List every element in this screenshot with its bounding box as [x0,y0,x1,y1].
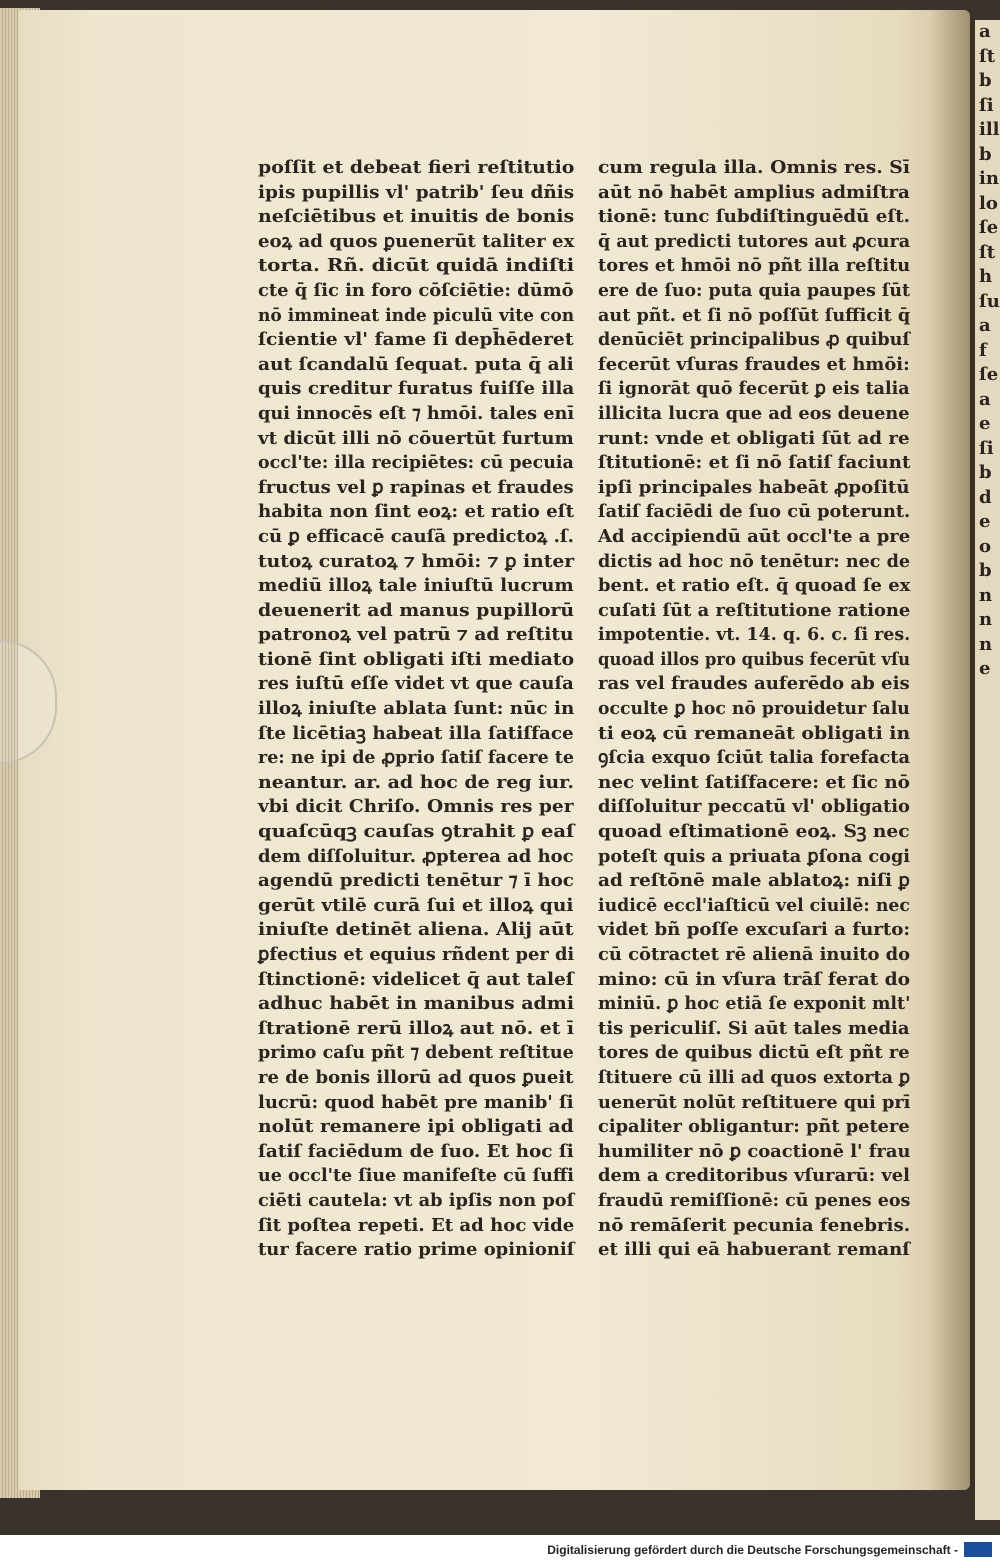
text-line: habita non ſint eoꝝ: et ratio eſt [258,501,575,523]
funding-notice: Digitalisierung gefördert durch die Deutsche Forschungsgemeinschaft - [547,1543,958,1557]
text-line: nō remāſerit pecunia fenebris. [598,1214,911,1236]
text-line: tores de quibus dictū eſt pñt re [598,1042,910,1064]
text-line: iudicē eccl'iaſticū vel ciuilē: nec [598,894,910,916]
text-line: res iuſtū eſſe videt vt que cauſa [258,673,574,695]
text-line: adhuc habēt in manibus admi [258,993,575,1015]
text-line: uenerūt nolūt reſtituere qui prī [598,1091,911,1113]
facing-text-fragment: d [979,486,992,508]
text-line: cuſati ſūt a reſtitutione ratione [598,599,911,621]
page-gutter-shadow [930,10,975,1490]
text-line: denūciēt principalibus ꝓ quibuſ [598,329,910,351]
facing-text-fragment: b [979,143,992,165]
text-line: videt bñ poſſe excuſari a furto: [598,919,911,941]
text-line: mediū illoꝝ tale iniuſtū lucrum [258,575,574,597]
text-line: ſatiſ faciēdum de ſuo. Et hoc ſi [258,1140,574,1162]
text-line: vt dicūt illi nō cōuertūt furtum [258,427,574,449]
facing-page-edge [975,20,1000,1520]
text-line: nō immineat inde piculū vite con [258,304,575,326]
text-line: ſtitutionē: et ſi nō ſatiſ faciunt [598,452,911,474]
text-line: quis creditur furatus fuiſſe illa [258,378,575,400]
facing-text-fragment: o [979,535,992,557]
text-line: ipſi principales habeāt ꝓpoſitū [598,476,910,498]
facing-text-fragment: f [979,339,987,361]
facing-text-fragment: b [979,560,992,581]
facing-text-fragment: n [979,584,993,606]
text-line: illoꝝ iniuſte ablata ſunt: nūc in [258,698,575,720]
text-line: ipis pupillis vl' patrib' ſeu dñis [258,181,575,203]
text-line: ſtrationē rerū illoꝝ aut nō. et ī [258,1017,574,1039]
text-line: agendū predicti tenētur ⁊ ī hoc [258,870,574,892]
facing-text-fragment: n [979,633,993,655]
text-line: ere de ſuo: puta quia paupes ſūt [598,279,910,301]
text-line: ſcientie vl' fame ſi deph̄ēderet [258,329,574,351]
text-line: vbi dicit Chriſo. Omnis res per [258,796,574,818]
facing-text-fragment: a [979,21,991,42]
text-line: tur facere ratio prime opinioniſ [258,1239,575,1261]
text-line: eoꝝ ad quos ꝑuenerūt taliter ex [258,230,575,252]
text-line: ꝑfectius et equius rñdent per di [258,944,575,965]
text-line: ciēti cautela: vt ab ipſis non poſ [258,1189,575,1211]
text-line: cū ꝑ efficacē cauſā predictoꝝ .ſ. [258,525,574,547]
facing-text-fragment: ſi [979,94,994,116]
text-line: quoad illos pro quibus fecerūt vſu [598,648,911,670]
text-line: re: ne ipi de ꝓprio ſatiſ facere te [258,747,574,769]
text-line: ſtituere cū illi ad quos extorta ꝑ [598,1066,911,1088]
facing-text-fragment: e [979,658,991,679]
text-line: iniuſte detinēt aliena. Alij aūt [258,919,574,941]
text-line: dem a creditoribus vſurarū: vel [598,1165,910,1187]
text-line: tores et hmōi nō pñt illa reſtitu [598,255,911,277]
text-line: ſte licētiaꝫ habeat illa ſatiſface [258,722,574,744]
text-line: neſciētibus et inuitis de bonis [258,206,575,228]
text-line: ad reſtōnē male ablatoꝝ: niſi ꝑ [598,870,910,892]
facing-text-fragment: ill [979,119,1000,140]
text-line: tis periculiſ. Si aūt tales media [598,1017,910,1039]
text-column-right [598,156,910,1263]
text-line: cum regula illa. Omnis res. Sī [598,157,910,178]
facing-text-fragment: e [979,511,991,532]
text-line: tionē: tunc ſubdiſtinguēdū eſt. [598,206,910,228]
text-line: ſit poſtea repeti. Et ad hoc vide [258,1214,575,1236]
facing-text-fragment: ſe [979,364,999,385]
facing-text-fragment: ſu [979,290,1000,312]
facing-text-fragment: e [979,413,991,434]
text-line: occulte ꝑ hoc nō prouidetur ſalu [598,698,910,720]
facing-text-fragment: b [979,70,992,91]
text-line: cipaliter obligantur: pñt petere [598,1116,910,1138]
text-column-left [258,156,574,1263]
text-line: cte q̄ ſic in foro cōſciētie: dūmō [258,279,574,301]
text-line: runt: vnde et obligati ſūt ad re [598,427,910,449]
text-line: torta. Rñ. dicūt quidā indiſti [258,255,575,277]
facing-text-fragment: ſt [979,45,996,67]
text-line: et illi qui eā habuerant remanſ [598,1239,910,1261]
facing-text-fragment: b [979,462,992,483]
text-line: lucrū: quod habēt pre manib' ſi [258,1091,574,1113]
text-line: neantur. ar. ad hoc de reg iur. [258,771,575,793]
text-line: cū cōtractet rē alienā inuito do [598,944,911,965]
text-line: fraudū remiſſionē: cū penes eos [598,1189,911,1211]
text-line: dictis ad hoc nō tenētur: nec de [598,550,911,572]
facing-text-fragment: in [979,168,999,189]
text-line: miniū. ꝑ hoc etiā ſe exponit mlt' [598,993,911,1015]
facing-text-fragment: a [979,388,991,410]
footer-bar [0,1535,1000,1566]
text-line: re de bonis illorū ad quos ꝑueit [258,1066,574,1088]
facing-text-fragment: ſe [979,217,999,238]
text-line: ſtinctionē: videlicet q̄ aut taleſ [258,968,574,990]
text-line: deuenerit ad manus pupillorū [258,599,575,621]
text-line: occl'te: illa recipiētes: cū pecuia [258,452,574,474]
text-line: poſſit et debeat fieri reſtitutio [258,157,575,178]
text-line: aūt nō habēt amplius admiſtra [598,181,910,203]
text-line: ras vel fraudes auferēdo ab eis [598,673,910,695]
facing-text-fragment: ſt [979,241,996,263]
text-line: tionē ſint obligati iſti mediato [258,648,575,670]
facing-text-fragment: a [979,315,991,336]
text-line: q̄ aut predicti tutores aut ꝓcura [598,230,911,252]
text-line: dem diſſoluitur. ꝓpterea ad hoc [258,845,574,867]
text-line: aut pñt. et ſi nō poſſūt ſufficit q̄ [598,304,911,326]
text-line: ti eoꝝ cū remaneāt obligati in [598,722,911,744]
text-line: qui innocēs eſt ⁊ hmōi. tales enī [258,402,575,424]
text-line: primo caſu pñt ⁊ debent reſtitue [258,1042,574,1064]
text-line: fructus vel ꝑ rapinas et fraudes [258,476,574,498]
text-line: aut ſcandalū ſequat. puta q̄ ali [258,353,574,375]
text-line: bent. et ratio eſt. q̄ quoad ſe ex [598,575,911,597]
text-line: diſſoluitur peccatū vl' obligatio [598,796,910,818]
text-line: quaſcūqꝫ cauſas ꝯtrahit ꝑ eaſ [258,821,575,843]
text-line: impotentie. vt. 14. q. 6. c. ſi res. [598,624,911,646]
text-line: ue occl'te ſiue manifeſte cū ſuffi [258,1165,574,1187]
text-line: fecerūt vſuras fraudes et hmōi: [598,353,910,375]
text-line: Ad accipiendū aūt occl'te a pre [598,525,911,547]
text-line: nolūt remanere ipi obligati ad [258,1116,574,1138]
facing-text-fragment: h [979,266,993,287]
facing-text-fragment: n [979,609,993,630]
text-line: tutoꝝ curatoꝝ ⁊ hmōi: ⁊ ꝑ inter [258,550,575,572]
text-line: ſi ignorāt quō fecerūt ꝑ eis talia [598,378,910,400]
dfg-logo [964,1542,992,1557]
text-line: gerūt vtilē curā ſui et illoꝝ qui [258,894,574,916]
text-line: poteſt quis a priuata ꝑſona cogi [598,845,911,867]
text-line: quoad eſtimationē eoꝝ. Sꝫ nec [598,821,910,843]
facing-text-fragment: lo [979,192,998,214]
text-line: nec velint ſatiſfacere: et ſic nō [598,771,910,793]
facing-text-fragment: ſi [979,437,994,459]
text-line: ꝯſcia exquo ſciūt talia forefacta [598,747,910,769]
text-line: humiliter nō ꝑ coactionē l' frau [598,1140,911,1162]
text-line: ſatiſ faciēdi de ſuo cū poterunt. [598,501,911,523]
text-line: illicita lucra que ad eos deuene [598,402,910,424]
text-line: patronoꝝ vel patrū ⁊ ad reſtitu [258,624,574,646]
text-line: mino: cū in vſura trāſ ferat do [598,968,911,990]
